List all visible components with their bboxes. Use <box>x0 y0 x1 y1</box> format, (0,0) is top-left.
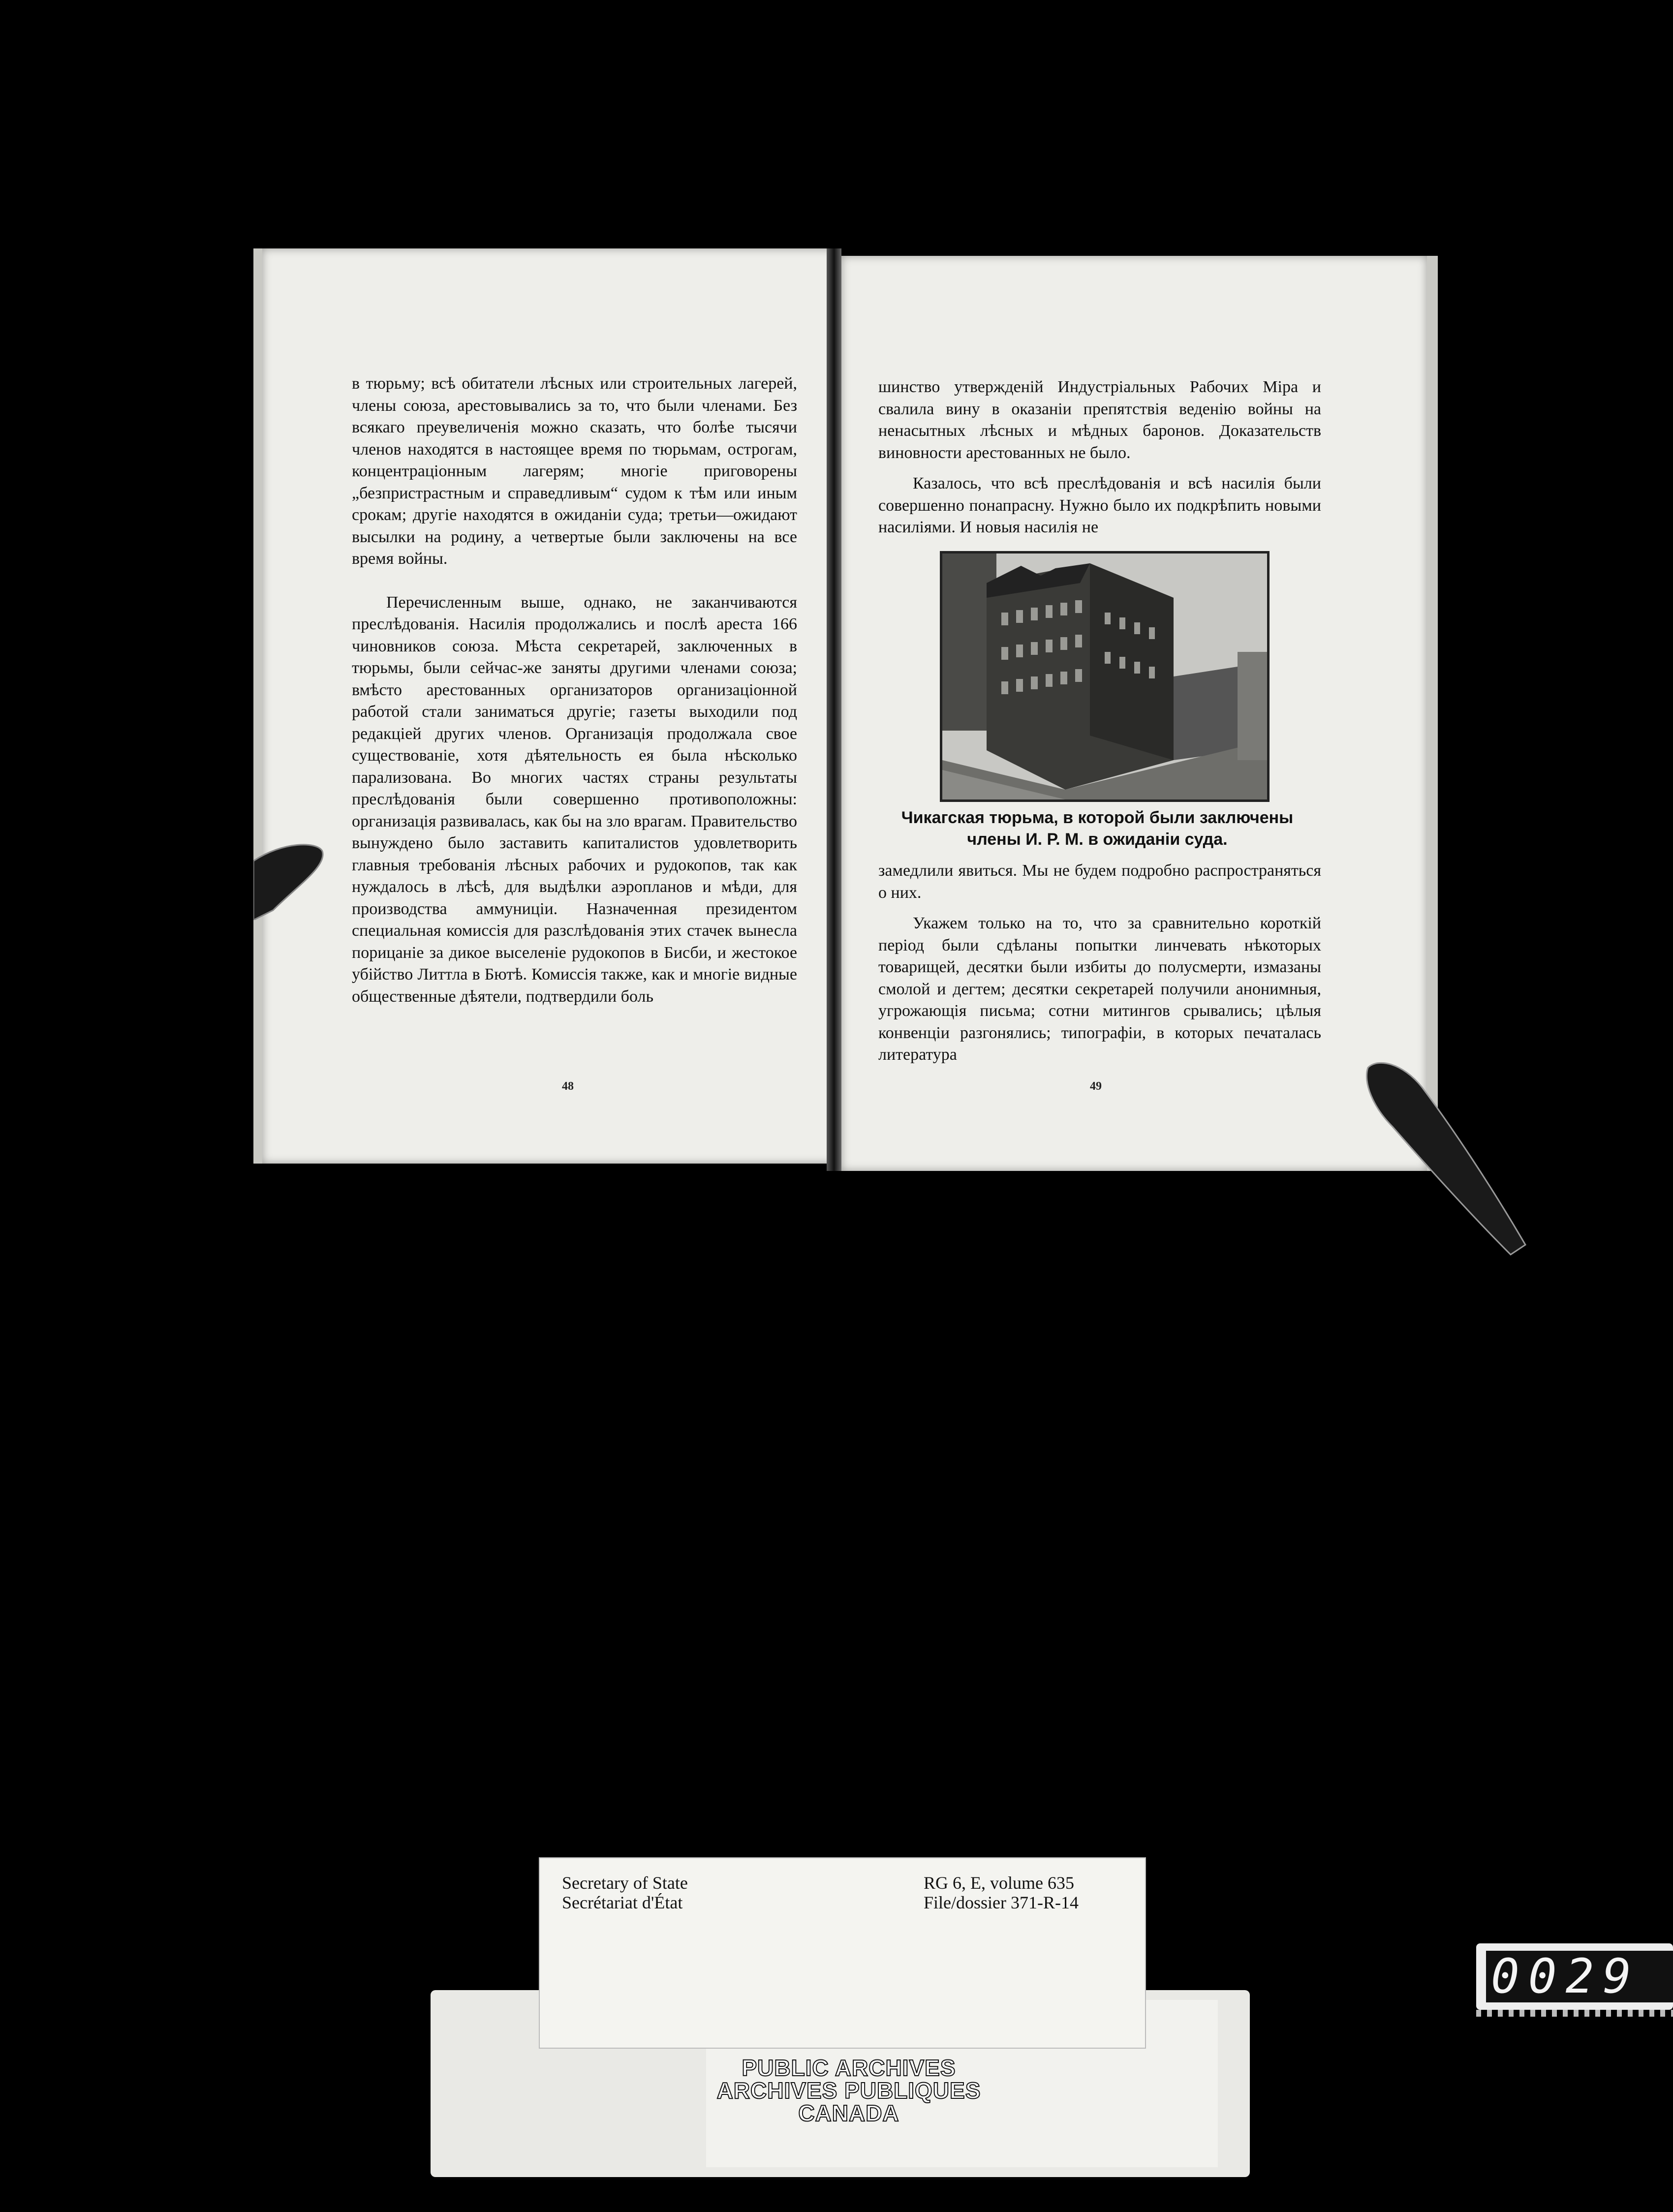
stamp-line-1: PUBLIC ARCHIVES <box>742 2055 956 2081</box>
right-page-text-bottom <box>878 860 1321 1066</box>
left-paragraph-2: Перечисленным выше, однако, не заканчиваются преслѣдованія. Насилія продолжались и послѣ ареста 166 чиновников союза. Мѣста секретарей, заключенных в тюрьмы, были сейчас-же заняты другими членами союза; вмѣсто арестованных организаторов организаціонной работой стали заниматься другіе; газеты выходили под редакціей других членов. Организація продолжала свое существованіе, хотя дѣятельность ея была нѣсколько парализована. Во многих частях страны результаты преслѣдованія были совершенно противоположны: организація развивалась, как бы на зло врагам. Правительство вынуждено было заставить капиталистов удовлетворить главныя требованія лѣсных рабочих и рудокопов, так как нуждалось в лѣсѣ, для выдѣлки аэропланов и мѣди, для производства аммуниціи. Назначенная президентом специальная комиссія для разслѣдованія этих стачек вынесла порицаніе за дикое выселеніе рудокопов в Бисби, и жестокое убійство Литтла в Бютѣ. Комиссія также, как и многіе видные общественные дѣятели, подтвердили боль <box>352 593 797 1006</box>
left-page-text <box>352 373 797 1008</box>
right-paragraph-3: замедлили явиться. Мы не будем подробно распространяться о них. <box>878 861 1321 902</box>
archive-label-right <box>924 1873 1079 1912</box>
right-paragraph-2: Казалось, что всѣ преслѣдованія и всѣ насилія были совершенно понапрасну. Нужно было их подкрѣпить новыми насиліями. И новыя насилія не <box>878 474 1321 536</box>
archive-label-left <box>562 1873 688 1912</box>
archive-label-left-line-2: Secrétariat d'État <box>562 1893 683 1912</box>
left-page-number: 48 <box>562 1080 574 1093</box>
right-page-number: 49 <box>1090 1080 1102 1093</box>
archive-label-left-line-1: Secretary of State <box>562 1873 688 1893</box>
right-finger-tip <box>1363 1058 1530 1304</box>
right-paragraph-4: Укажем только на то, что за сравнительно короткій період были сдѣланы попытки линчевать нѣкоторых товарищей, десятки были избиты до полусмерти, измазаны смолой и дегтем; десятки секретарей получили анонимныя, угрожающія письма; сотни митингов срывались; цѣлыя конвенціи разгонялись; типографіи, в которых печаталась литература <box>878 914 1321 1064</box>
stamp-line-2: ARCHIVES PUBLIQUES <box>716 2078 981 2103</box>
archive-label-right-line-2: File/dossier 371-R-14 <box>924 1893 1079 1912</box>
frame-counter <box>1476 1943 1673 2010</box>
photo-caption-line-2: члены И. Р. М. в ожиданіи суда. <box>967 830 1228 849</box>
prison-building-photo <box>940 551 1270 802</box>
photo-caption <box>876 807 1319 850</box>
left-finger-tip <box>253 841 327 920</box>
photo-caption-line-1: Чикагская тюрьма, в которой были заключены <box>901 808 1294 827</box>
stamp-line-3: CANADA <box>798 2100 899 2126</box>
left-paragraph-1: в тюрьму; всѣ обитатели лѣсных или строительных лагерей, члены союза, арестовывались за то, что были членами. Без всякаго преувеличенія можно сказать, что болѣе тысячи членов находятся в настоящее время по тюрьмам, острогам, концентраціонным лагерям; многіе приговорены „безпристрастным и справедливым“ судом к тѣм или иным срокам; другіе находятся в ожиданіи суда; третьи—ожидают высылки на родину, а четвертые были заключены на все время войны. <box>352 374 797 568</box>
archive-label-card <box>539 1857 1146 2049</box>
film-perforation-strip <box>1476 2010 1673 2017</box>
right-page-text-top <box>878 376 1321 539</box>
archive-stamp-text <box>637 2057 1060 2124</box>
frame-counter-digits: 0029 <box>1486 1951 1673 2002</box>
right-paragraph-1: шинство утвержденій Индустріальных Рабочих Міра и свалила вину в оказаніи препятствія веденію войны на ненасытных лѣсных и мѣдных баронов. Доказательств виновности арестованных не было. <box>878 378 1321 462</box>
book-gutter <box>827 248 841 1171</box>
archive-label-right-line-1: RG 6, E, volume 635 <box>924 1873 1074 1893</box>
